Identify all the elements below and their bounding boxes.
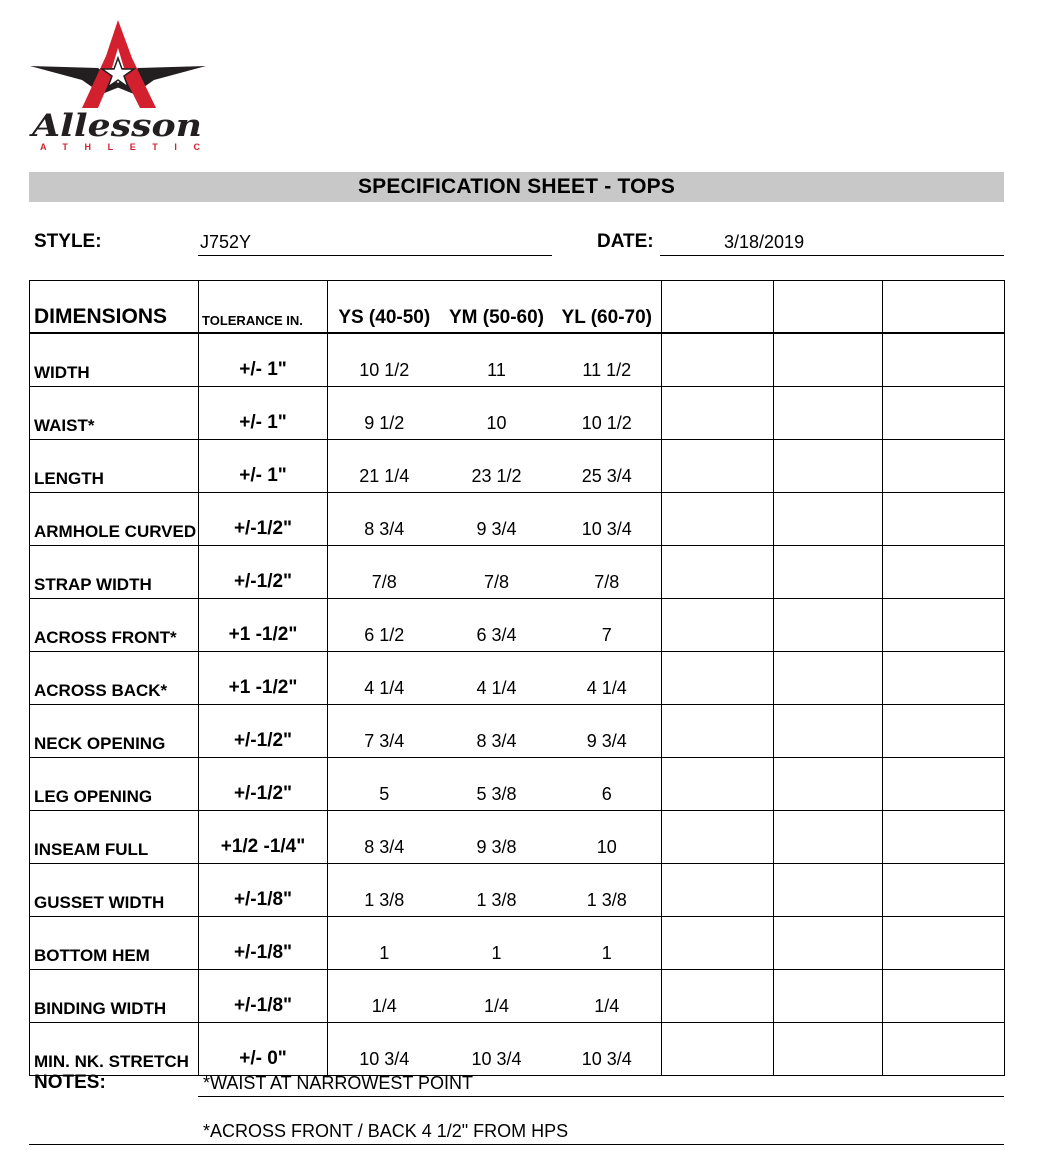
dimension-cell: BINDING WIDTH (30, 970, 199, 1023)
table-row (30, 705, 1005, 758)
value-cell-yl: 1 (553, 917, 662, 970)
value-cell-ym: 5 3/8 (441, 758, 553, 811)
table-row (30, 599, 1005, 652)
header-size-ym: YM (50-60) (441, 281, 553, 334)
value-cell-ys: 8 3/4 (328, 493, 441, 546)
value-cell-ym: 11 (441, 333, 553, 387)
empty-cell (662, 811, 774, 864)
dimension-cell: LENGTH (30, 440, 199, 493)
value-cell-ym: 1 (441, 917, 553, 970)
tolerance-cell: +1 -1/2" (199, 652, 328, 705)
value-cell-yl: 10 1/2 (553, 387, 662, 440)
tolerance-cell: +/-1/2" (199, 493, 328, 546)
tolerance-cell: +/-1/2" (199, 758, 328, 811)
value-cell-ym: 8 3/4 (441, 705, 553, 758)
date-underline (660, 255, 1004, 256)
value-cell-ym: 23 1/2 (441, 440, 553, 493)
empty-cell (883, 705, 1005, 758)
empty-cell (774, 811, 883, 864)
value-cell-yl: 9 3/4 (553, 705, 662, 758)
page-title: SPECIFICATION SHEET - TOPS (357, 175, 676, 198)
value-cell-yl: 10 (553, 811, 662, 864)
style-label: STYLE: (34, 231, 102, 252)
value-cell-ys: 6 1/2 (328, 599, 441, 652)
table-row (30, 387, 1005, 440)
value-cell-ym: 6 3/4 (441, 599, 553, 652)
value-cell-yl: 6 (553, 758, 662, 811)
empty-cell (883, 333, 1005, 387)
empty-cell (662, 546, 774, 599)
empty-cell (883, 599, 1005, 652)
empty-cell (883, 440, 1005, 493)
value-cell-ys: 7 3/4 (328, 705, 441, 758)
spec-table (29, 280, 1005, 1076)
value-cell-yl: 7 (553, 599, 662, 652)
tolerance-cell: +/- 0" (199, 1023, 328, 1076)
value-cell-ym: 10 (441, 387, 553, 440)
value-cell-yl: 7/8 (553, 546, 662, 599)
value-cell-ym: 9 3/8 (441, 811, 553, 864)
empty-cell (774, 493, 883, 546)
header-empty (662, 281, 774, 334)
dimension-cell: NECK OPENING (30, 705, 199, 758)
empty-cell (883, 811, 1005, 864)
value-cell-ym: 4 1/4 (441, 652, 553, 705)
value-cell-yl: 4 1/4 (553, 652, 662, 705)
empty-cell (774, 652, 883, 705)
value-cell-ys: 8 3/4 (328, 811, 441, 864)
dimension-cell: MIN. NK. STRETCH (30, 1023, 199, 1076)
empty-cell (662, 758, 774, 811)
value-cell-ys: 7/8 (328, 546, 441, 599)
empty-cell (883, 387, 1005, 440)
dimension-cell: ACROSS BACK* (30, 652, 199, 705)
empty-cell (883, 1023, 1005, 1076)
empty-cell (774, 705, 883, 758)
table-row (30, 864, 1005, 917)
value-cell-ym: 1 3/8 (441, 864, 553, 917)
style-underline (198, 255, 552, 256)
tolerance-cell: +1 -1/2" (199, 599, 328, 652)
value-cell-yl: 1 3/8 (553, 864, 662, 917)
table-row (30, 333, 1005, 387)
empty-cell (662, 705, 774, 758)
empty-cell (883, 546, 1005, 599)
table-row (30, 970, 1005, 1023)
style-value: J752Y (200, 232, 252, 252)
header-size-yl: YL (60-70) (553, 281, 662, 334)
empty-cell (774, 546, 883, 599)
header-size-ys: YS (40-50) (328, 281, 441, 334)
empty-cell (883, 493, 1005, 546)
value-cell-ys: 10 3/4 (328, 1023, 441, 1076)
tolerance-cell: +/-1/8" (199, 970, 328, 1023)
value-cell-ys: 5 (328, 758, 441, 811)
value-cell-ys: 9 1/2 (328, 387, 441, 440)
value-cell-yl: 10 3/4 (553, 1023, 662, 1076)
empty-cell (883, 758, 1005, 811)
empty-cell (662, 652, 774, 705)
header-tolerance: TOLERANCE IN. (199, 281, 328, 334)
empty-cell (774, 440, 883, 493)
dimension-cell: GUSSET WIDTH (30, 864, 199, 917)
value-cell-ys: 21 1/4 (328, 440, 441, 493)
value-cell-yl: 10 3/4 (553, 493, 662, 546)
empty-cell (662, 970, 774, 1023)
note-underline-2 (29, 1144, 1004, 1145)
note-line-1: *WAIST AT NARROWEST POINT (203, 1073, 474, 1093)
note-line-2: *ACROSS FRONT / BACK 4 1/2" FROM HPS (203, 1121, 569, 1141)
logo-wordmark: Allesson (28, 108, 203, 144)
dimension-cell: BOTTOM HEM (30, 917, 199, 970)
allesson-athletic-logo (28, 18, 208, 154)
tolerance-cell: +/-1/2" (199, 705, 328, 758)
empty-cell (774, 864, 883, 917)
empty-cell (662, 387, 774, 440)
value-cell-yl: 1/4 (553, 970, 662, 1023)
empty-cell (662, 864, 774, 917)
empty-cell (662, 917, 774, 970)
note-underline-1 (198, 1096, 1004, 1097)
empty-cell (662, 599, 774, 652)
table-row (30, 493, 1005, 546)
empty-cell (774, 917, 883, 970)
tolerance-cell: +/- 1" (199, 440, 328, 493)
table-row (30, 811, 1005, 864)
table-row (30, 1023, 1005, 1076)
value-cell-ys: 1/4 (328, 970, 441, 1023)
value-cell-ys: 10 1/2 (328, 333, 441, 387)
empty-cell (662, 493, 774, 546)
value-cell-ym: 9 3/4 (441, 493, 553, 546)
value-cell-ym: 10 3/4 (441, 1023, 553, 1076)
date-value: 3/18/2019 (724, 232, 805, 252)
header-empty (774, 281, 883, 334)
empty-cell (662, 1023, 774, 1076)
value-cell-yl: 25 3/4 (553, 440, 662, 493)
value-cell-ys: 1 (328, 917, 441, 970)
table-row (30, 652, 1005, 705)
date-label: DATE: (597, 231, 654, 252)
empty-cell (774, 1023, 883, 1076)
value-cell-ys: 1 3/8 (328, 864, 441, 917)
tolerance-cell: +/- 1" (199, 333, 328, 387)
header-dimensions: DIMENSIONS (30, 281, 199, 334)
tolerance-cell: +/-1/8" (199, 864, 328, 917)
dimension-cell: WAIST* (30, 387, 199, 440)
title-bar (29, 172, 1004, 202)
tolerance-cell: +/-1/2" (199, 546, 328, 599)
empty-cell (662, 440, 774, 493)
empty-cell (883, 864, 1005, 917)
empty-cell (774, 758, 883, 811)
empty-cell (883, 917, 1005, 970)
empty-cell (774, 387, 883, 440)
dimension-cell: ARMHOLE CURVED (30, 493, 199, 546)
table-row (30, 917, 1005, 970)
empty-cell (883, 970, 1005, 1023)
tolerance-cell: +/- 1" (199, 387, 328, 440)
empty-cell (774, 333, 883, 387)
dimension-cell: INSEAM FULL (30, 811, 199, 864)
empty-cell (883, 652, 1005, 705)
empty-cell (774, 970, 883, 1023)
empty-cell (774, 599, 883, 652)
notes-label: NOTES: (34, 1072, 106, 1093)
value-cell-ym: 1/4 (441, 970, 553, 1023)
table-row (30, 440, 1005, 493)
table-header-row (30, 281, 1005, 334)
logo-subtitle: ATHLETIC (40, 142, 200, 152)
table-row (30, 758, 1005, 811)
empty-cell (662, 333, 774, 387)
dimension-cell: LEG OPENING (30, 758, 199, 811)
dimension-cell: STRAP WIDTH (30, 546, 199, 599)
value-cell-ym: 7/8 (441, 546, 553, 599)
tolerance-cell: +1/2 -1/4" (199, 811, 328, 864)
header-empty (883, 281, 1005, 334)
dimension-cell: WIDTH (30, 333, 199, 387)
dimension-cell: ACROSS FRONT* (30, 599, 199, 652)
tolerance-cell: +/-1/8" (199, 917, 328, 970)
table-row (30, 546, 1005, 599)
value-cell-yl: 11 1/2 (553, 333, 662, 387)
value-cell-ys: 4 1/4 (328, 652, 441, 705)
